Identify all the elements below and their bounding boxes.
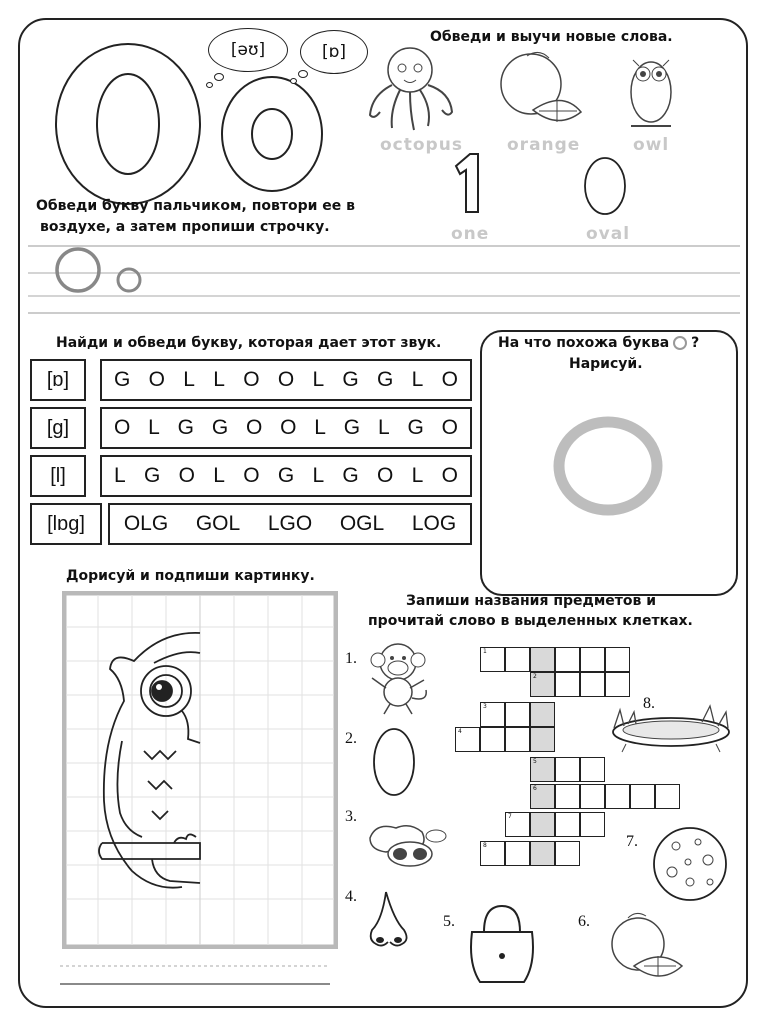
letter-cell[interactable]: G	[342, 368, 359, 391]
crossword-cell[interactable]	[580, 672, 605, 697]
handwriting-lines[interactable]	[28, 242, 740, 317]
crossword-task-line2: прочитай слово в выделенных клетках.	[368, 613, 693, 629]
bubble-dot	[206, 82, 213, 88]
letter-cell[interactable]: L	[148, 416, 160, 439]
letter-cell[interactable]: G	[407, 416, 424, 439]
peanuts-picture	[366, 818, 450, 870]
cell-number: 5	[533, 758, 537, 765]
clue-number: 8.	[643, 695, 655, 712]
crossword-cell[interactable]	[605, 784, 630, 809]
crossword-cell[interactable]	[505, 702, 530, 727]
sound-label: [lɒg]	[47, 512, 85, 535]
letter-cell[interactable]: O	[280, 416, 297, 439]
trace-task-line1: Обведи букву пальчиком, повтори ее в	[36, 198, 355, 214]
cell-number: 6	[533, 785, 537, 792]
letter-cell[interactable]: L	[312, 464, 325, 487]
clue-number: 2.	[345, 730, 357, 747]
letter-cell[interactable]: O	[243, 368, 260, 391]
word-option[interactable]: LOG	[411, 512, 457, 535]
word-option[interactable]: GOL	[195, 512, 241, 535]
transcription-sound: [ɒ]	[321, 42, 347, 62]
letter-o-outline-graphic	[50, 42, 340, 212]
letter-cell[interactable]: G	[343, 416, 361, 439]
crossword-cell[interactable]	[580, 784, 605, 809]
clue-number: 4.	[345, 888, 357, 905]
owl-picture	[625, 48, 677, 134]
crossword-cell-highlight[interactable]	[530, 727, 555, 752]
crossword-cell[interactable]	[505, 727, 530, 752]
letters-row-2[interactable]	[100, 407, 472, 449]
cell-number: 1	[483, 648, 487, 655]
bubble-dot	[290, 78, 297, 84]
letter-cell[interactable]: G	[211, 416, 229, 439]
word-octopus: octopus	[380, 135, 463, 155]
bubble-dot	[214, 73, 224, 81]
crossword-cell[interactable]	[555, 841, 580, 866]
cell-number: 7	[508, 813, 512, 820]
sound-label: [g]	[46, 416, 70, 439]
o-shape-picture	[550, 414, 666, 518]
clue-number: 5.	[443, 913, 455, 930]
letter-cell[interactable]: G	[342, 464, 359, 487]
oval-clue-picture	[370, 726, 418, 798]
bubble-dot	[298, 70, 308, 78]
letter-cell[interactable]: L	[314, 416, 326, 439]
letter-cell[interactable]: G	[277, 464, 295, 487]
caption-lines[interactable]	[60, 962, 330, 992]
cell-number: 8	[483, 842, 487, 849]
crossword-cell[interactable]	[655, 784, 680, 809]
letter-cell[interactable]: L	[213, 368, 225, 391]
letter-cell[interactable]: O	[441, 368, 458, 391]
letter-cell[interactable]: O	[377, 464, 394, 487]
crossword-cell-highlight[interactable]	[530, 702, 555, 727]
number-one-picture	[448, 150, 484, 218]
letter-cell[interactable]: G	[177, 416, 194, 439]
clue-number: 6.	[578, 913, 590, 930]
bag-picture	[466, 902, 538, 988]
draw-task-text: На что похожа буква	[498, 335, 670, 351]
sound-box	[30, 455, 86, 497]
cell-number: 4	[458, 728, 462, 735]
letter-cell[interactable]: L	[411, 368, 424, 391]
crossword-cell[interactable]	[505, 841, 530, 866]
letter-cell[interactable]: O	[441, 416, 458, 439]
letter-cell[interactable]: O	[114, 416, 131, 439]
letter-cell[interactable]: O	[243, 464, 260, 487]
nose-picture	[364, 890, 416, 954]
word-orange: orange	[507, 135, 581, 155]
crossword-cell[interactable]	[555, 672, 580, 697]
word-option[interactable]: OGL	[339, 512, 385, 535]
word-oval: oval	[586, 224, 631, 244]
crossword-cell[interactable]	[480, 727, 505, 752]
cell-number: 3	[483, 703, 487, 710]
new-words-title: Обведи и выучи новые слова.	[430, 29, 673, 45]
transcription-name: [əʊ]	[230, 40, 266, 60]
letter-cell[interactable]: G	[143, 464, 161, 487]
trace-task-line2: воздухе, а затем пропиши строчку.	[40, 219, 330, 235]
cell-number: 2	[533, 673, 537, 680]
crossword-cell[interactable]	[580, 812, 605, 837]
crossword-cell[interactable]	[630, 784, 655, 809]
letter-cell[interactable]: L	[312, 368, 325, 391]
letter-cell[interactable]: O	[148, 368, 165, 391]
small-o-icon	[673, 336, 687, 350]
letter-cell[interactable]: O	[277, 368, 295, 391]
word-one: one	[451, 224, 490, 244]
owl-grid-drawing[interactable]	[62, 591, 338, 949]
word-option[interactable]: OLG	[123, 512, 169, 535]
transcription-bubble-sound	[300, 30, 368, 74]
clue-number: 1.	[345, 650, 357, 667]
crossword-cell-highlight[interactable]	[530, 841, 555, 866]
crossword-cell[interactable]	[555, 784, 580, 809]
crossword-cell[interactable]	[605, 647, 630, 672]
sound-box	[30, 359, 86, 401]
orange-picture	[493, 50, 585, 132]
transcription-bubble-name	[208, 28, 288, 72]
draw-task-line2: Нарисуй.	[569, 356, 643, 372]
crossword-cell[interactable]	[505, 647, 530, 672]
letter-cell[interactable]: L	[114, 464, 126, 487]
oval-picture	[580, 155, 630, 217]
question-mark: ?	[691, 335, 700, 351]
word-option[interactable]: LGO	[267, 512, 313, 535]
crossword-cell[interactable]	[580, 757, 605, 782]
crossword-cell[interactable]	[555, 757, 580, 782]
crossword-task-line1: Запиши названия предметов и	[406, 593, 657, 609]
sound-label: [ɒ]	[46, 368, 70, 391]
letter-cell[interactable]: L	[377, 416, 390, 439]
orange-clue-picture	[604, 910, 686, 988]
crossword-cell-highlight[interactable]	[530, 647, 555, 672]
draw-task-line1	[498, 335, 699, 351]
letter-cell[interactable]: L	[411, 464, 424, 487]
find-task-title: Найди и обведи букву, которая дает этот звук.	[56, 335, 442, 351]
complete-task-title: Дорисуй и подпиши картинку.	[66, 568, 315, 584]
crossword-cell[interactable]	[580, 647, 605, 672]
crossword-grid[interactable]	[458, 647, 680, 867]
crossword-cell[interactable]	[555, 647, 580, 672]
word-owl: owl	[633, 135, 670, 155]
letters-row-3[interactable]	[100, 455, 472, 497]
sound-box	[30, 503, 102, 545]
sound-box	[30, 407, 86, 449]
monkey-picture	[366, 640, 432, 716]
letter-cell[interactable]: L	[183, 368, 195, 391]
crossword-cell[interactable]	[605, 672, 630, 697]
letters-row-1[interactable]	[100, 359, 472, 401]
crossword-cell[interactable]	[555, 812, 580, 837]
letter-cell[interactable]: O	[441, 464, 458, 487]
words-row[interactable]	[108, 503, 472, 545]
letter-cell[interactable]: G	[377, 368, 394, 391]
octopus-picture	[362, 40, 458, 135]
letter-cell[interactable]: G	[114, 368, 131, 391]
clue-number: 7.	[626, 833, 638, 850]
letter-cell[interactable]: O	[178, 464, 195, 487]
letter-cell[interactable]: O	[245, 416, 263, 439]
crossword-cell-highlight[interactable]	[530, 812, 555, 837]
clue-number: 3.	[345, 808, 357, 825]
letter-cell[interactable]: L	[213, 464, 225, 487]
sound-label: [l]	[50, 464, 66, 487]
